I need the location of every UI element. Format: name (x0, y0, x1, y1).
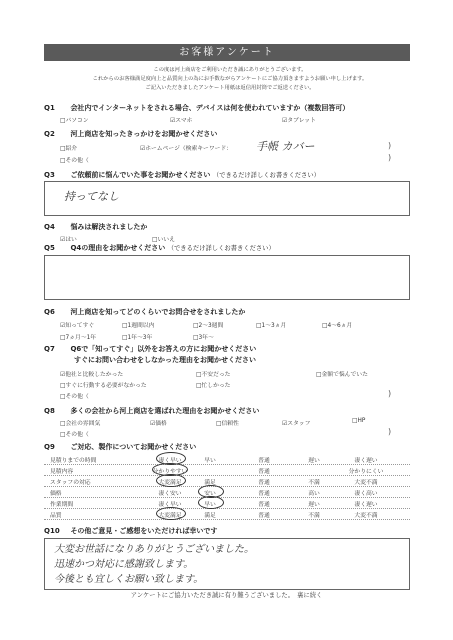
q7-option-compare[interactable]: ☑他社と比較したかった (60, 372, 124, 378)
bracket-close: ) (388, 389, 392, 398)
q7-option-price[interactable]: □金額で悩んでいた (316, 372, 368, 378)
option-label: 不安だった (201, 372, 231, 378)
rating-option[interactable]: 満足 (204, 513, 216, 519)
rating-option[interactable]: 大変満足 (158, 513, 182, 519)
question-9 (44, 442, 196, 452)
option-label: 他社と比較したかった (65, 372, 124, 378)
rating-option[interactable]: 分かりやすい (152, 469, 188, 475)
option-label: スマホ (175, 118, 193, 124)
rating-option[interactable]: 普通 (258, 469, 270, 475)
question-number: Q7 (44, 345, 55, 353)
question-number: Q2 (44, 130, 55, 138)
q8-option-trust[interactable]: □信頼性 (216, 421, 239, 427)
option-label: 会社の雰囲気 (65, 421, 101, 427)
option-label: 2〜3週間 (198, 323, 224, 329)
question-number: Q8 (44, 407, 55, 415)
q6-option-1-3-months[interactable]: □1〜3ヵ月 (256, 323, 287, 329)
option-label: HP (357, 418, 366, 424)
selection-circle (156, 507, 186, 520)
option-label: その他（ (65, 158, 89, 164)
option-label: 1〜3ヵ月 (261, 323, 287, 329)
question-number: Q10 (44, 527, 60, 535)
rating-option[interactable]: 大変満足 (158, 480, 182, 486)
q7-option-other[interactable]: □その他（ (60, 394, 89, 400)
rating-row-label: 作業期間 (50, 502, 74, 508)
question-2 (44, 129, 217, 139)
q3-handwritten-answer: 持ってなし (64, 190, 119, 203)
q6-option-2-3-weeks[interactable]: □2〜3週間 (193, 323, 224, 329)
rating-option[interactable]: 普通 (258, 480, 270, 486)
question-hint: （できるだけ詳しくお書きください） (212, 172, 320, 179)
option-label: 7ヵ月〜1年 (65, 335, 97, 341)
question-text: ご依頼前に悩んでいた事をお聞かせください (70, 171, 211, 179)
question-7 (44, 344, 256, 354)
rating-option[interactable]: 普通 (258, 458, 270, 464)
bracket-close: ) (388, 427, 392, 436)
intro-line: これからのお客様満足度向上と品質向上の為にお手数ながらアンケートにご協力頂きますようお願い申し上げます。 (92, 76, 368, 82)
rating-option[interactable]: 普通 (258, 491, 270, 497)
question-3 (44, 170, 320, 180)
rating-option[interactable]: 高い (308, 491, 320, 497)
question-hint: （できるだけ詳しくお書きください） (167, 245, 275, 252)
rating-option[interactable]: 不満 (308, 480, 320, 486)
q8-option-hp[interactable]: □HP (352, 418, 366, 424)
rating-row-label: 見積内容 (50, 469, 74, 475)
rating-option[interactable]: 不満 (308, 513, 320, 519)
question-text: 多くの会社から河上商店を選ばれた理由をお聞かせください (70, 407, 260, 415)
question-number: Q1 (44, 104, 55, 112)
question-text: 河上商店を知ってどのくらいでお問合せをされましたか (70, 308, 246, 316)
footer-note: アンケートにご協力いただき誠に有り難うございました。 裏に続く (130, 592, 323, 599)
intro-line: この度は河上商店をご利用いただき誠にありがとうございます。 (153, 67, 307, 73)
q2-handwritten-keyword: 手帳 カバー (256, 140, 315, 153)
question-number: Q5 (44, 244, 55, 252)
option-label: 4〜6ヵ月 (327, 323, 353, 329)
q7-option-not-urgent[interactable]: □すぐに行動する必要がなかった (60, 383, 147, 389)
bracket-close: ) (388, 153, 392, 162)
q2-option-homepage[interactable]: ☑ホームページ（検索キーワード： (140, 146, 233, 152)
question-number: Q9 (44, 443, 55, 451)
rating-option[interactable]: 凄く安い (158, 491, 182, 497)
selection-circle (198, 496, 224, 509)
rating-option[interactable]: 凄く高い (354, 491, 378, 497)
question-number: Q6 (44, 308, 55, 316)
rating-option[interactable]: 凄く遅い (354, 458, 378, 464)
q4-option-yes[interactable]: ☑はい (60, 237, 77, 243)
question-4 (44, 222, 147, 232)
question-text: 悩みは解決されましたか (70, 223, 148, 231)
rating-option[interactable]: 満足 (204, 480, 216, 486)
row-divider (44, 497, 410, 498)
q6-option-1-3-years[interactable]: □1年〜3年 (122, 335, 153, 341)
q6-option-7-12-months[interactable]: □7ヵ月〜1年 (60, 335, 97, 341)
question-7-subtext (68, 355, 256, 365)
question-number: Q3 (44, 171, 55, 179)
option-label: 金額で悩んでいた (321, 372, 368, 378)
question-text: 会社内でインターネットをされる場合、デバイスは何を使われていますか（複数回答可） (70, 104, 350, 112)
option-label: いいえ (157, 237, 175, 243)
option-label: 3年〜 (198, 335, 214, 341)
intro-text (60, 66, 400, 93)
rating-option[interactable]: 大変不満 (354, 513, 378, 519)
rating-option[interactable]: 遅い (308, 502, 320, 508)
q1-option-smartphone[interactable]: ☑スマホ (170, 118, 193, 124)
q8-option-other[interactable]: □その他（ (60, 432, 89, 438)
rating-option[interactable]: 分かりにくい (348, 469, 384, 475)
question-6 (44, 307, 245, 317)
option-label: すぐに行動する必要がなかった (65, 383, 147, 389)
q4-option-no[interactable]: □いいえ (152, 237, 175, 243)
option-label: 1週間以内 (127, 323, 155, 329)
q8-option-atmosphere[interactable]: □会社の雰囲気 (60, 421, 101, 427)
q7-option-busy[interactable]: □忙しかった (196, 383, 231, 389)
q1-option-pc[interactable]: □パソコン (60, 118, 89, 124)
q1-option-tablet[interactable]: ☑タブレット (282, 118, 316, 124)
q6-option-3-years-plus[interactable]: □3年〜 (193, 335, 214, 341)
option-label: はい (65, 237, 77, 243)
selection-circle (156, 474, 186, 487)
row-divider (44, 475, 410, 476)
option-label: 価格 (155, 421, 167, 427)
q10-handwritten-line: 大変お世話になりありがとうございました。 (54, 544, 254, 555)
rating-option[interactable]: 普通 (258, 502, 270, 508)
option-label: その他（ (65, 432, 89, 438)
survey-title: お客様アンケート (44, 44, 410, 61)
q2-option-referral[interactable]: □紹介 (60, 146, 78, 152)
bracket-close: ) (388, 141, 392, 150)
rating-option[interactable]: 凄く早い (158, 458, 182, 464)
rating-row-label: 価格 (50, 491, 62, 497)
rating-row-label: スタッフの対応 (50, 480, 91, 486)
rating-option[interactable]: 早い (204, 502, 216, 508)
row-divider (44, 519, 410, 520)
row-divider (44, 464, 410, 465)
rating-option[interactable]: 早い (204, 458, 216, 464)
question-1 (44, 103, 349, 113)
question-number: Q4 (44, 223, 55, 231)
q2-option-other[interactable]: □その他（ (60, 158, 89, 164)
option-label: 1年〜3年 (127, 335, 153, 341)
option-label: その他（ (65, 394, 89, 400)
question-text: Q6で「知ってすぐ」以外をお答えの方にお聞かせください (70, 345, 257, 353)
q6-option-4-6-months[interactable]: □4〜6ヵ月 (322, 323, 353, 329)
option-label: 知ってすぐ (65, 323, 95, 329)
option-label: タブレット (287, 118, 316, 124)
option-label: 忙しかった (201, 383, 231, 389)
intro-line: ご記入いただきましたアンケート用紙は返信用封筒でご返送ください。 (145, 85, 315, 91)
rating-option[interactable]: 凄く遅い (354, 502, 378, 508)
q6-option-immediately[interactable]: ☑知ってすぐ (60, 323, 95, 329)
option-label: 紹介 (65, 146, 78, 152)
question-text: 河上商店を知ったきっかけをお聞かせください (70, 130, 218, 138)
question-text: すぐにお問い合わせをしなかった理由をお聞かせください (74, 356, 256, 364)
option-label: ホームページ（検索キーワード： (145, 146, 233, 152)
q10-handwritten-line: 迅速かつ対応に感謝致します。 (54, 559, 194, 570)
q5-answer-box[interactable] (44, 255, 410, 300)
question-10 (44, 526, 217, 536)
option-label: スタッフ (287, 421, 311, 427)
q6-option-within-week[interactable]: □1週間以内 (122, 323, 155, 329)
question-text: Q4の理由をお聞かせください (70, 244, 166, 252)
q10-handwritten-line: 今後とも宜しくお願い致します。 (54, 574, 204, 585)
option-label: 信頼性 (221, 421, 239, 427)
row-divider (44, 508, 410, 509)
q8-option-staff[interactable]: ☑スタッフ (282, 421, 311, 427)
q7-option-anxious[interactable]: □不安だった (196, 372, 231, 378)
question-text: ご対応、製作についてお聞かせください (70, 443, 197, 451)
question-5 (44, 243, 275, 253)
question-8 (44, 406, 259, 416)
rating-row-label: 見積りまでの時間 (50, 458, 97, 464)
rating-row-label: 品質 (50, 513, 62, 519)
option-label: パソコン (65, 118, 89, 124)
rating-option[interactable]: 普通 (258, 513, 270, 519)
rating-option[interactable]: 凄く早い (158, 502, 182, 508)
rating-option[interactable]: 大変不満 (354, 480, 378, 486)
rating-option[interactable]: 安い (204, 491, 216, 497)
q8-option-price[interactable]: ☑価格 (150, 421, 167, 427)
rating-option[interactable]: 遅い (308, 458, 320, 464)
row-divider (44, 486, 410, 487)
question-text: その他ご意見・ご感想をいただければ幸いです (70, 527, 218, 535)
